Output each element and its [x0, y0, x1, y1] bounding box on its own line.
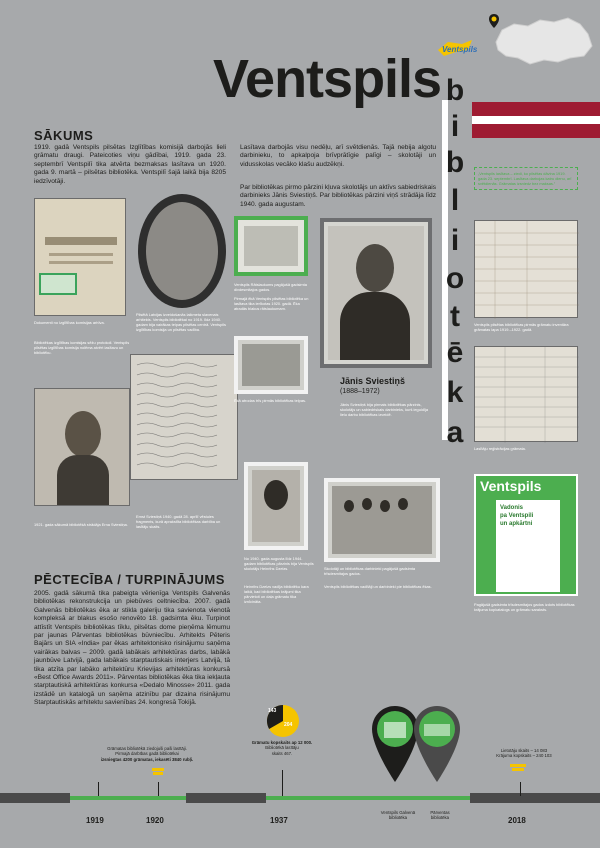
timeline-year: 1937: [270, 816, 288, 825]
sviestins-portrait-photo: [320, 218, 432, 368]
caption: Ēkā atrodas trīs pirmās bibliotēkas telpas.: [234, 398, 307, 403]
caption: Ernst Sviestiņš 1940. gadā 28. aprīlī vēstules fragments, kurā aprakstīta bibliotēkas darbība un lasītāju skaits.: [136, 514, 221, 529]
handwriting-icon: [131, 355, 239, 481]
vertical-letter: k: [446, 376, 464, 409]
book-stack-icon: [152, 768, 164, 776]
stats-1937: Grāmatu kopskaits ap 12 000. Bibliotēkā lasītāju skaits 467.: [251, 740, 313, 756]
caption: Ventspils bibliotēkas vadītāji un darbinieki pie bibliotēkas ēkas.: [324, 584, 432, 589]
vertical-letter: i: [450, 110, 460, 143]
dzelzs-portrait-photo: [244, 462, 308, 550]
group-photo: [324, 478, 440, 562]
timeline-segment: [470, 793, 600, 803]
guidebook-inner-page: [496, 500, 560, 592]
section-heading-sakums: SĀKUMS: [34, 128, 94, 143]
timeline-segment: [186, 793, 266, 803]
turpinajums-paragraph: 2005. gadā sākumā tika pabeigta vērienīga Ventspils Galvenās bibliotēkas rekonstrukcija un piebūves celtniecība. 2007. gadā Galvenās bibliotēkas ēka ar stikla galeriju tika savienota vienotā kompleksā ar blakus esošo renovēto 18. gadsimta ēku. Turpinot attīstīt Ventspils bibliotēkas tīklu, pilsētas dome pieņēma lēmumu par jaunas Pārventas bibliotēkas būvniecību. Arhitekts Pēteris Bajārs un SIA «India» par ēkas arhitektonisko risinājumu saņēma vairākas balvas – 2009. gadā labākais arhitektūras darbs, labākā jaunbūve Latvijā, gada labākais starptautiskais interjers Latvijā, tā tika atzīta par labāko arhitektūru Krievijas arhitektūras konkursā «Best Office Awards 2011». Pārventas bibliotēkas ēka tika iekļauta starptautiskā arhitektūras konkursa «Dedalo Minosse» 2011. gada izstādē un katalogā un saņēma atzinību par dizaina risinājumu Starptautiskās arhitektu savienības 24. kongresā Tokijā.: [34, 590, 230, 707]
vertical-letter: o: [445, 262, 465, 295]
branch-parventa-label: Pārventas bibliotēka: [430, 810, 450, 821]
vertical-letter: i: [450, 224, 460, 257]
townhall-square-photo: [234, 216, 308, 276]
stats-1920: Grāmatas bibliotēkā ziedojuši paši lasītāji. Pirmajā darbības gadā bibliotēkai izsniegtas 4200 grāmatas, iekasēti 3840 rubļi.: [100, 746, 194, 762]
pie-small-value: 143: [268, 708, 277, 714]
timeline-year: 1920: [146, 816, 164, 825]
green-stamp: [39, 273, 77, 295]
inventory-book-photo: [474, 220, 578, 318]
timeline-year: 1919: [86, 816, 104, 825]
section-heading-turpinajums: PĒCTECĪBA / TURPINĀJUMS: [34, 572, 225, 587]
caption: Pilsētā Latvijas izveidošanās laikmeta slavenais arhitekts. Ventspils bibliotēkai no 1919. līdz 1940. gadam bija vairākas telpas pilsētas centrā. Ventspils izglītības komisija un pilsētas vadība.: [136, 312, 226, 332]
portrait-photo-erna: [34, 388, 130, 506]
quote-box: [474, 167, 578, 190]
caption: Heinrihs Dzelzs vadīja bibliotēku kara laikā, kad bibliotēkas krājumi tika pārvietoti un daļa grāmatu tika iznīcināta.: [244, 584, 309, 604]
timeline-tick: [98, 782, 99, 796]
latvia-map-icon: [488, 12, 596, 68]
book-stack-icon: [510, 764, 526, 774]
caption: Lasītāju reģistrācijas grāmata.: [474, 446, 526, 451]
quote-text: „Ventspils lasītava – ziedi, ko pilsētas dāvina 1919. gada 23. septembrī. Lasītava darbojas katru dienu, arī svētdienās. Grāmatas izsniedz bez maksas.”: [478, 171, 572, 186]
sakums-paragraph-2: Lasītava darbojās visu nedēļu, arī svētdienās. Tajā nebija algotu darbinieku, to apkalpoja brīvprātīgie palīgi – skolotāji un vidusskolas vecāko klašu audzēkņi.: [240, 144, 436, 168]
caption: Jānis Sviestiņš bija pirmais bibliotēkas pārzinis, skolotājs un sabiedriskais darbinieks, kurš ieguldīja lielu darbu bibliotēkas izveidē.: [340, 402, 429, 417]
vertical-letter: t: [450, 300, 460, 333]
ledger-icon: [475, 221, 579, 319]
parventa-library-pin-icon: [414, 706, 460, 782]
vertical-letter: b: [445, 74, 465, 107]
handwritten-letter-photo: [130, 354, 238, 480]
caption: Ventspils pilsētas bibliotēkas pirmās grāmatu inventāra grāmatas lapa 1919.–1922. gadā.: [474, 322, 569, 332]
vertical-letter: l: [450, 184, 460, 217]
page-title: Ventspils: [213, 49, 442, 109]
stats-2018: Lietotāju skaits – 14 083 Krājuma kopskaits – 240 103: [496, 748, 552, 759]
caption: 1921. gada sākumā bibliotēkā strādāja Erna Sviestiņa.: [34, 522, 128, 527]
main-library-pin-icon: [372, 706, 418, 782]
caption: Pirmajā ēkā Ventspils pilsētas bibliotēka un lasītava tika ierīkotas 1920. gadā. Ēka atradās blakus rātslaukumam.: [234, 296, 309, 311]
timeline-tick: [282, 770, 283, 796]
vertical-letter: a: [446, 416, 464, 449]
branch-main-label: Ventspils Galvenā bibliotēka: [380, 810, 416, 821]
caption: Pagājušā gadsimta trīsdesmitajos gados izdots bibliotēkas krājuma kopkatalogs un grāmatu saraksts.: [474, 602, 575, 612]
vertical-letter: b: [445, 146, 465, 179]
caption: Bibliotēkas izglītības komisijas sēžu protokoli. Ventspils pilsētas izglītības komisija nolēma atvērt lasītavu un bibliotēku.: [34, 340, 130, 355]
guidebook-line: un apkārtni: [500, 521, 533, 527]
location-pin-icon: [489, 14, 499, 28]
sakums-paragraph-1: 1919. gadā Ventspils pilsētas Izglītības komisijā darbojās lieli grāmatu draugi. Pateicoties viņu gādībai, 1919. gada 23. septembrī Ventspilī tika atvērta bezmaksas lasītava un 1920. gada 9. martā – pilsētas bibliotēka. Ventspilī šajā laikā bija 8205 iedzīvotāji.: [34, 144, 226, 185]
caption: Dokumenti no Izglītības komisijas arhīva.: [34, 320, 105, 325]
sviestins-name: Jānis Sviestiņš: [340, 376, 406, 386]
sviestins-years: (1888–1972): [340, 388, 380, 395]
guidebook-line: pa Ventspili: [500, 513, 534, 519]
ledger-icon: [475, 347, 579, 443]
oval-portrait-photo: [138, 194, 226, 308]
guidebook-line: Vadonis: [500, 505, 524, 511]
latvian-flag: [472, 102, 600, 138]
timeline-segment: [0, 793, 70, 803]
caption: Ventspils Rātslaukums pagājušā gadsimta divdesmitajos gados.: [234, 282, 307, 292]
timeline-tick: [520, 782, 521, 796]
guidebook-title: Ventspils: [480, 478, 542, 494]
sakums-paragraph-3: Par bibliotēkas pirmo pārzini kļuva skolotājs un aktīvs sabiedriskais darbinieks Jānis Sviestiņš. Par bibliotēkas pārzini viņš strādāja līdz 1940. gada augustam.: [240, 184, 436, 208]
guidebook-cover: [474, 474, 578, 596]
registration-book-photo: [474, 346, 578, 442]
logo-text: Ventspils: [442, 45, 478, 54]
vertical-letter: ē: [446, 336, 464, 369]
caption: No 1940. gada augusta līdz 1944. gadam bibliotēkas pārzinis bija Ventspils skolotājs Heinrihs Dzelzs.: [244, 556, 314, 571]
timeline-tick: [158, 782, 159, 796]
pie-big-value: 204: [284, 722, 293, 728]
building-photo: [234, 336, 308, 394]
timeline-year: 2018: [508, 816, 526, 825]
historic-document-photo: [34, 198, 126, 316]
caption: Skolotāji un bibliotēkas darbinieki pagājušā gadsimta trīsdesmitajos gados.: [324, 566, 416, 576]
